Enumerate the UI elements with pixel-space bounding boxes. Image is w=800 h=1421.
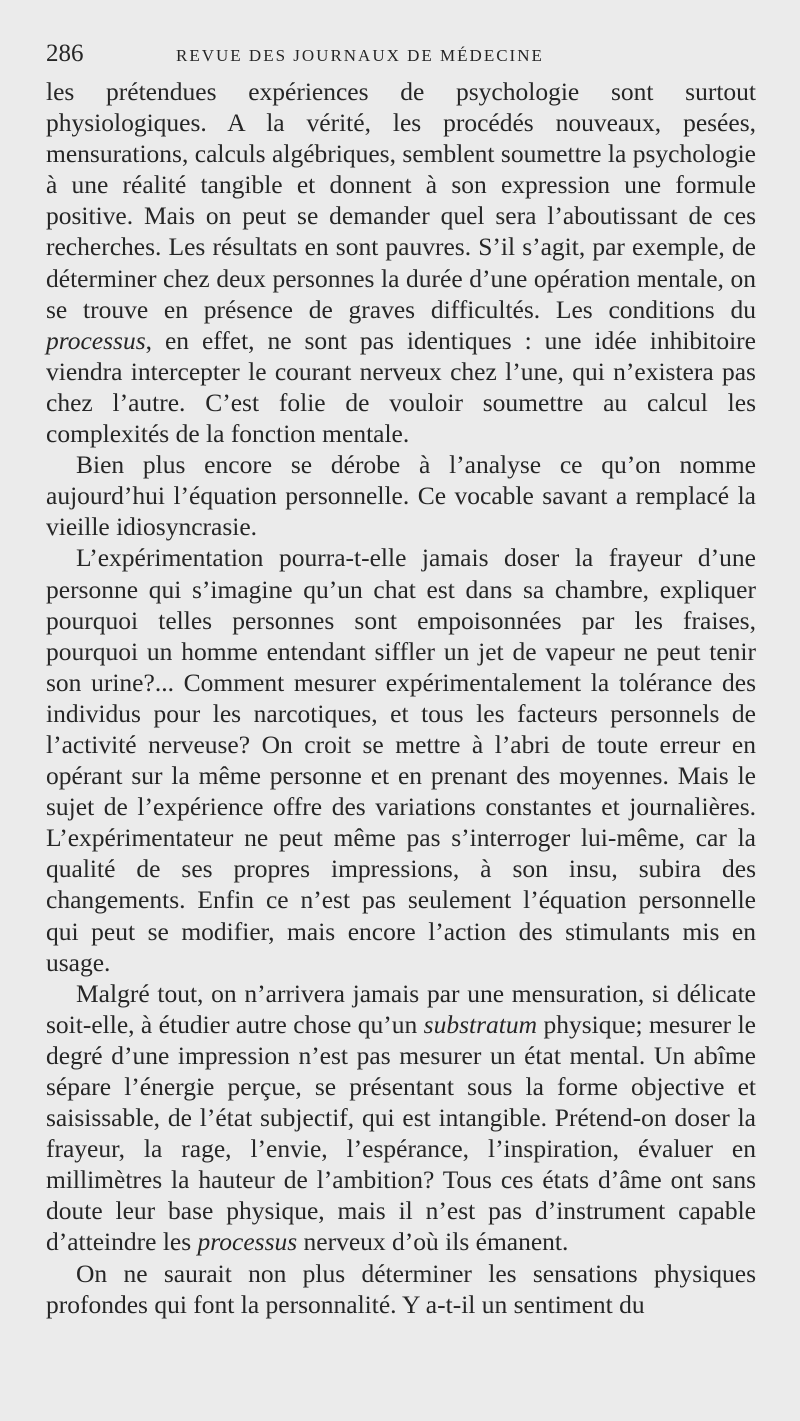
paragraph — [46, 542, 756, 977]
page-header — [46, 40, 756, 76]
paragraph — [46, 449, 756, 542]
text-run: L’expérimentation pourra-t-elle jamais doser la frayeur d’une personne qui s’imagine qu’un chat est dans sa chambre, expliquer pourquoi telles personnes sont empoisonnées par les fraises, pourquoi un homme entendant siffler un jet de vapeur ne peut tenir son urine?... Comment mesurer expérimentalement la tolérance des individus pour les narcotiques, et tous les facteurs personnels de l’activité nerveuse? On croit se mettre à l’abri de toute erreur en opérant sur la même personne et en prenant des moyennes. Mais le sujet de l’expérience offre des variations constantes et journalières. L’expérimentateur ne peut même pas s’interroger lui-même, car la qualité de ses propres impressions, à son insu, subira des changements. Enfin ce n’est pas seulement l’équation personnelle qui peut se modifier, mais encore l’action des stimulants mis en usage. — [46, 543, 756, 977]
body-text — [46, 76, 756, 1320]
paragraph — [46, 76, 756, 449]
text-run: physique; mesurer le degré d’une impression n’est pas mesurer un état mental. Un abîme sépare l’énergie perçue, se présentant sous la forme objective et saisissable, de l’état subjectif, qui est intangible. Prétend-on doser la frayeur, la rage, l’envie, l’espérance, l’inspiration, évaluer en millimètres la hauteur de l’ambition? Tous ces états d’âme ont sans doute leur base physique, mais il n’est pas d’instrument capable d’atteindre les — [46, 1009, 756, 1257]
text-run: Malgré tout, on n’arrivera jamais par une mensuration, si délicate soit-elle, à étudier autre chose qu’un — [46, 978, 756, 1039]
text-run: On ne saurait non plus déterminer les sensations physiques profondes qui font la personnalité. Y a-t-il un sentiment du — [46, 1258, 756, 1319]
italic-term: processus — [46, 325, 146, 355]
page-number: 286 — [46, 40, 84, 67]
text-run: nerveux d’où ils émanent. — [297, 1227, 569, 1257]
italic-term: substratum — [423, 1009, 538, 1039]
text-run: les prétendues expériences de psychologie sont surtout physiologiques. A la vérité, les procédés nouveaux, pesées, mensurations, calculs algébriques, semblent soumettre la psychologie à une réalité tangible et donnent à son expression une formule positive. Mais on peut se demander quel sera l’aboutissant de ces recherches. Les résultats en sont pauvres. S’il s’agit, par exemple, de déterminer chez deux personnes la durée d’une opération mentale, on se trouve en présence de graves difficultés. Les conditions du — [46, 77, 756, 324]
paragraph — [46, 1258, 756, 1320]
running-title: REVUE DES JOURNAUX DE MÉDECINE — [176, 46, 544, 65]
italic-term: processus — [197, 1227, 298, 1257]
text-run: Bien plus encore se dérobe à l’analyse ce qu’on nomme aujourd’hui l’équation personnelle. Ce vocable savant a remplacé la vieille idiosyncrasie. — [46, 450, 756, 542]
text-run: , en effet, ne sont pas identiques : une idée inhibitoire viendra intercepter le courant nerveux chez l’une, qui n’existera pas chez l’autre. C’est folie de vouloir soumettre au calcul les complexités de la fonction mentale. — [46, 325, 756, 449]
paragraph — [46, 978, 756, 1258]
